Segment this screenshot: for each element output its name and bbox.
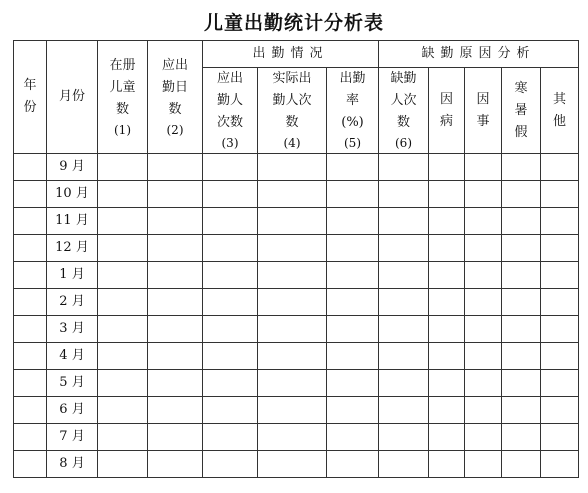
header-attendance-group: 出勤情况	[203, 41, 379, 68]
year-cell[interactable]	[14, 397, 47, 424]
data-cell[interactable]	[541, 181, 579, 208]
year-cell[interactable]	[14, 262, 47, 289]
header-other: 其 他	[541, 68, 579, 154]
data-cell[interactable]	[465, 424, 502, 451]
data-cell[interactable]	[465, 181, 502, 208]
data-cell[interactable]	[502, 208, 541, 235]
data-cell[interactable]	[379, 424, 429, 451]
data-cell[interactable]	[541, 316, 579, 343]
data-cell[interactable]	[465, 262, 502, 289]
data-cell[interactable]	[203, 235, 258, 262]
data-cell[interactable]	[541, 370, 579, 397]
header-attendance-rate: 出勤 率 (%) (5)	[327, 68, 379, 154]
data-cell[interactable]	[148, 154, 203, 181]
month-label: 9 月	[47, 154, 98, 181]
data-cell[interactable]	[98, 451, 148, 478]
table-row	[14, 154, 579, 181]
year-cell[interactable]	[14, 451, 47, 478]
data-cell[interactable]	[148, 397, 203, 424]
data-cell[interactable]	[429, 262, 465, 289]
table-row	[14, 370, 579, 397]
month-label: 3 月	[47, 316, 98, 343]
data-cell[interactable]	[541, 262, 579, 289]
data-cell[interactable]	[98, 343, 148, 370]
header-year: 年 份	[14, 41, 47, 154]
year-cell[interactable]	[14, 154, 47, 181]
header-illness: 因 病	[429, 68, 465, 154]
month-label: 6 月	[47, 397, 98, 424]
data-cell[interactable]	[203, 289, 258, 316]
data-cell[interactable]	[541, 235, 579, 262]
header-personal-leave: 因 事	[465, 68, 502, 154]
header-enrolled-children: 在册 儿童 数 (1)	[98, 41, 148, 154]
data-cell[interactable]	[429, 451, 465, 478]
data-cell[interactable]	[327, 262, 379, 289]
data-cell[interactable]	[327, 181, 379, 208]
data-cell[interactable]	[203, 451, 258, 478]
data-cell[interactable]	[203, 154, 258, 181]
data-cell[interactable]	[258, 316, 327, 343]
data-cell[interactable]	[203, 208, 258, 235]
data-cell[interactable]	[429, 154, 465, 181]
data-cell[interactable]	[258, 424, 327, 451]
data-cell[interactable]	[148, 235, 203, 262]
data-cell[interactable]	[98, 289, 148, 316]
data-cell[interactable]	[502, 370, 541, 397]
data-cell[interactable]	[327, 451, 379, 478]
data-cell[interactable]	[258, 181, 327, 208]
data-cell[interactable]	[98, 262, 148, 289]
data-cell[interactable]	[541, 424, 579, 451]
data-cell[interactable]	[541, 397, 579, 424]
data-cell[interactable]	[379, 289, 429, 316]
year-cell[interactable]	[14, 343, 47, 370]
data-cell[interactable]	[148, 343, 203, 370]
data-cell[interactable]	[148, 316, 203, 343]
table-row	[14, 343, 579, 370]
data-cell[interactable]	[327, 316, 379, 343]
data-cell[interactable]	[203, 262, 258, 289]
year-cell[interactable]	[14, 181, 47, 208]
data-cell[interactable]	[327, 397, 379, 424]
data-cell[interactable]	[429, 397, 465, 424]
month-label: 1 月	[47, 262, 98, 289]
data-cell[interactable]	[502, 181, 541, 208]
month-label: 5 月	[47, 370, 98, 397]
data-cell[interactable]	[258, 370, 327, 397]
data-cell[interactable]	[502, 262, 541, 289]
table-row	[14, 208, 579, 235]
data-cell[interactable]	[429, 424, 465, 451]
data-cell[interactable]	[258, 397, 327, 424]
data-cell[interactable]	[502, 154, 541, 181]
data-cell[interactable]	[541, 343, 579, 370]
data-cell[interactable]	[327, 235, 379, 262]
data-cell[interactable]	[379, 397, 429, 424]
data-cell[interactable]	[98, 370, 148, 397]
data-cell[interactable]	[429, 181, 465, 208]
data-cell[interactable]	[429, 316, 465, 343]
year-cell[interactable]	[14, 289, 47, 316]
data-cell[interactable]	[465, 397, 502, 424]
data-cell[interactable]	[258, 262, 327, 289]
data-cell[interactable]	[379, 370, 429, 397]
data-cell[interactable]	[327, 370, 379, 397]
data-cell[interactable]	[203, 181, 258, 208]
data-cell[interactable]	[379, 181, 429, 208]
header-due-attendance-days: 应出 勤日 数 (2)	[148, 41, 203, 154]
data-cell[interactable]	[502, 235, 541, 262]
data-cell[interactable]	[502, 424, 541, 451]
data-cell[interactable]	[429, 235, 465, 262]
data-cell[interactable]	[502, 289, 541, 316]
data-cell[interactable]	[541, 154, 579, 181]
data-cell[interactable]	[327, 289, 379, 316]
data-cell[interactable]	[379, 262, 429, 289]
month-label: 8 月	[47, 451, 98, 478]
data-cell[interactable]	[258, 343, 327, 370]
month-label: 10 月	[47, 181, 98, 208]
data-cell[interactable]	[148, 262, 203, 289]
data-cell[interactable]	[148, 424, 203, 451]
data-cell[interactable]	[465, 343, 502, 370]
data-cell[interactable]	[258, 235, 327, 262]
table-row	[14, 424, 579, 451]
data-cell[interactable]	[203, 397, 258, 424]
data-cell[interactable]	[258, 451, 327, 478]
header-month: 月份	[47, 41, 98, 154]
month-label: 4 月	[47, 343, 98, 370]
data-cell[interactable]	[98, 181, 148, 208]
data-cell[interactable]	[98, 235, 148, 262]
month-label: 12 月	[47, 235, 98, 262]
data-cell[interactable]	[379, 235, 429, 262]
data-cell[interactable]	[98, 424, 148, 451]
data-cell[interactable]	[379, 343, 429, 370]
data-cell[interactable]	[258, 289, 327, 316]
data-cell[interactable]	[203, 424, 258, 451]
form-title: 儿童出勤统计分析表	[203, 12, 384, 34]
data-cell[interactable]	[379, 208, 429, 235]
data-cell[interactable]	[98, 154, 148, 181]
data-cell[interactable]	[148, 181, 203, 208]
data-cell[interactable]	[465, 316, 502, 343]
data-cell[interactable]	[148, 289, 203, 316]
data-cell[interactable]	[258, 154, 327, 181]
data-cell[interactable]	[502, 343, 541, 370]
attendance-table	[13, 40, 579, 478]
data-cell[interactable]	[379, 316, 429, 343]
data-cell[interactable]	[465, 370, 502, 397]
data-cell[interactable]	[148, 451, 203, 478]
data-cell[interactable]	[429, 208, 465, 235]
data-cell[interactable]	[98, 316, 148, 343]
data-cell[interactable]	[379, 154, 429, 181]
table-row	[14, 289, 579, 316]
header-absence-reasons-group: 缺勤原因分析	[379, 41, 579, 68]
data-cell[interactable]	[465, 451, 502, 478]
data-cell[interactable]	[327, 208, 379, 235]
table-row	[14, 181, 579, 208]
data-cell[interactable]	[327, 343, 379, 370]
data-cell[interactable]	[203, 370, 258, 397]
data-cell[interactable]	[502, 451, 541, 478]
data-cell[interactable]	[429, 343, 465, 370]
data-cell[interactable]	[148, 208, 203, 235]
data-cell[interactable]	[327, 424, 379, 451]
data-cell[interactable]	[465, 208, 502, 235]
data-cell[interactable]	[465, 154, 502, 181]
month-label: 7 月	[47, 424, 98, 451]
year-cell[interactable]	[14, 316, 47, 343]
year-cell[interactable]	[14, 208, 47, 235]
data-cell[interactable]	[465, 235, 502, 262]
data-cell[interactable]	[541, 208, 579, 235]
table-row	[14, 262, 579, 289]
header-vacation: 寒 暑 假	[502, 68, 541, 154]
data-cell[interactable]	[502, 397, 541, 424]
data-cell[interactable]	[203, 343, 258, 370]
data-cell[interactable]	[98, 208, 148, 235]
data-cell[interactable]	[502, 316, 541, 343]
year-cell[interactable]	[14, 424, 47, 451]
data-cell[interactable]	[465, 289, 502, 316]
data-cell[interactable]	[541, 451, 579, 478]
header-due-person-times: 应出 勤人 次数 (3)	[203, 68, 258, 154]
data-cell[interactable]	[258, 208, 327, 235]
table-row	[14, 397, 579, 424]
year-cell[interactable]	[14, 235, 47, 262]
data-cell[interactable]	[429, 289, 465, 316]
data-cell[interactable]	[148, 370, 203, 397]
table-row	[14, 235, 579, 262]
table-row	[14, 451, 579, 478]
header-absent-person-times: 缺勤 人次 数 (6)	[379, 68, 429, 154]
year-cell[interactable]	[14, 370, 47, 397]
data-cell[interactable]	[98, 397, 148, 424]
data-cell[interactable]	[429, 370, 465, 397]
data-cell[interactable]	[379, 451, 429, 478]
data-cell[interactable]	[541, 289, 579, 316]
data-cell[interactable]	[203, 316, 258, 343]
header-actual-person-times: 实际出 勤人次 数 (4)	[258, 68, 327, 154]
table-row	[14, 316, 579, 343]
data-cell[interactable]	[327, 154, 379, 181]
month-label: 11 月	[47, 208, 98, 235]
month-label: 2 月	[47, 289, 98, 316]
